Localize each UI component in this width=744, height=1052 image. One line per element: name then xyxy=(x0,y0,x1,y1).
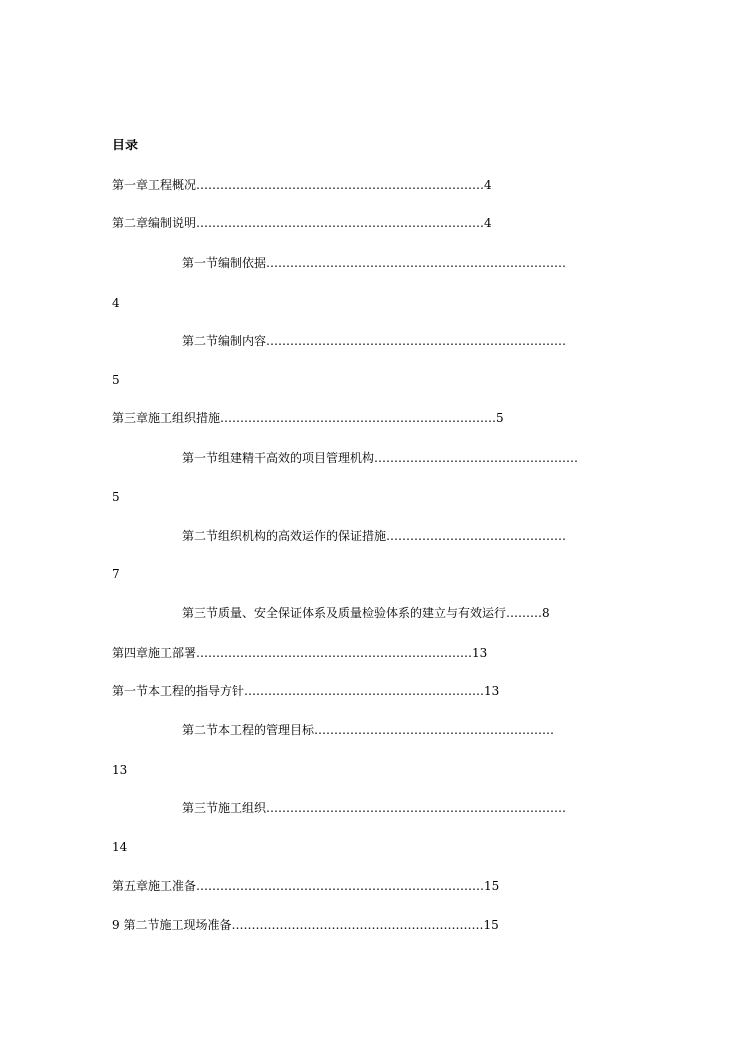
toc-entry: 第三章施工组织措施……………………………………………………………5 xyxy=(112,411,504,425)
toc-page-number: 4 xyxy=(112,296,120,310)
toc-entry: 第一节编制依据………………………………………………………………… xyxy=(182,256,567,270)
toc-entry: 第四章施工部署……………………………………………………………13 xyxy=(112,646,488,660)
toc-entry: 第二节编制内容………………………………………………………………… xyxy=(182,334,567,348)
toc-entry: 第二章编制说明………………………………………………………………4 xyxy=(112,216,492,230)
toc-title: 目录 xyxy=(112,139,139,153)
toc-page-number: 13 xyxy=(112,763,128,777)
toc-page-number: 7 xyxy=(112,567,120,581)
toc-page-number: 5 xyxy=(112,373,120,387)
toc-entry: 第五章施工准备………………………………………………………………15 xyxy=(112,879,500,893)
toc-entry: 第二节本工程的管理目标…………………………………………………… xyxy=(182,723,555,737)
toc-entry: 第三节质量、安全保证体系及质量检验体系的建立与有效运行………8 xyxy=(182,606,550,620)
toc-entry: 第二节组织机构的高效运作的保证措施……………………………………… xyxy=(182,529,567,543)
toc-entry: 第一节本工程的指导方针……………………………………………………13 xyxy=(112,684,500,698)
toc-entry: 第一节组建精干高效的项目管理机构…………………………………………… xyxy=(182,451,579,465)
toc-page-number: 5 xyxy=(112,490,120,504)
toc-entry: 9 第二节施工现场准备………………………………………………………15 xyxy=(112,918,499,932)
toc-page-number: 14 xyxy=(112,840,128,854)
toc-entry: 第三节施工组织………………………………………………………………… xyxy=(182,801,567,815)
toc-entry: 第一章工程概况………………………………………………………………4 xyxy=(112,178,492,192)
